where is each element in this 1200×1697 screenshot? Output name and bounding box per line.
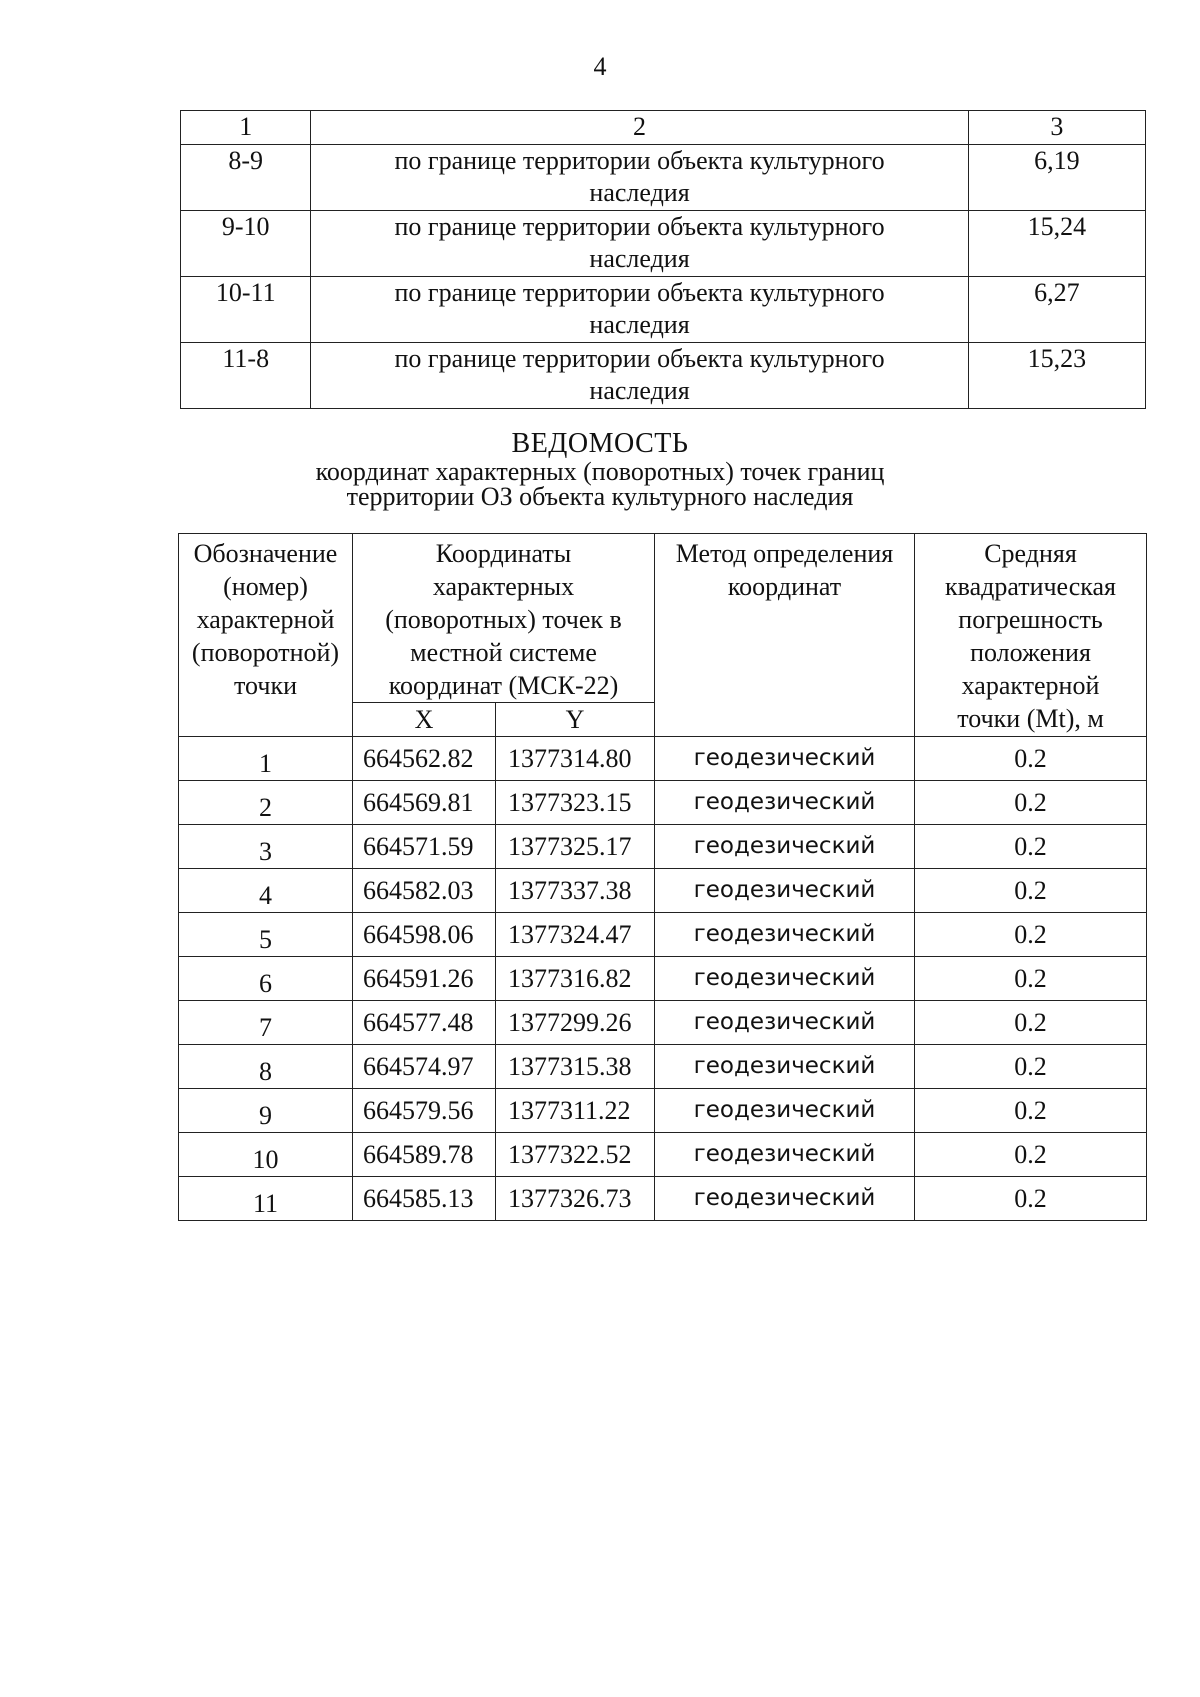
statement-subtitle-line-2: территории ОЗ объекта культурного наследия bbox=[346, 482, 854, 511]
coordinates-table-header bbox=[179, 534, 1147, 703]
y-coordinate: 1377323.15 bbox=[496, 781, 655, 825]
mean-square-error: 0.2 bbox=[915, 1001, 1147, 1045]
table-row bbox=[179, 913, 1147, 957]
point-number: 2 bbox=[179, 781, 353, 825]
point-number: 4 bbox=[179, 869, 353, 913]
point-number: 11 bbox=[179, 1177, 353, 1221]
segment-id: 11-8 bbox=[181, 343, 311, 409]
y-coordinate: 1377322.52 bbox=[496, 1133, 655, 1177]
mean-square-error: 0.2 bbox=[915, 1177, 1147, 1221]
table-row bbox=[181, 211, 1146, 277]
point-number: 5 bbox=[179, 913, 353, 957]
mean-square-error: 0.2 bbox=[915, 1133, 1147, 1177]
mean-square-error: 0.2 bbox=[915, 825, 1147, 869]
segment-description: по границе территории объекта культурного наследия bbox=[311, 343, 968, 409]
header-point-designation: Обозначение (номер) характерной (поворотной) точки bbox=[179, 534, 353, 737]
method: геодезический bbox=[655, 1089, 915, 1133]
segment-length: 6,27 bbox=[968, 277, 1145, 343]
segment-length: 6,19 bbox=[968, 145, 1145, 211]
x-coordinate: 664574.97 bbox=[353, 1045, 496, 1089]
table-row bbox=[181, 277, 1146, 343]
method: геодезический bbox=[655, 825, 915, 869]
segment-description: по границе территории объекта культурного наследия bbox=[311, 277, 968, 343]
table-row bbox=[179, 1045, 1147, 1089]
table-row bbox=[181, 145, 1146, 211]
mean-square-error: 0.2 bbox=[915, 869, 1147, 913]
point-number: 9 bbox=[179, 1089, 353, 1133]
table-row bbox=[179, 1089, 1147, 1133]
table-row bbox=[181, 343, 1146, 409]
y-coordinate: 1377326.73 bbox=[496, 1177, 655, 1221]
x-coordinate: 664579.56 bbox=[353, 1089, 496, 1133]
y-coordinate: 1377316.82 bbox=[496, 957, 655, 1001]
segment-id: 9-10 bbox=[181, 211, 311, 277]
point-number: 8 bbox=[179, 1045, 353, 1089]
point-number: 10 bbox=[179, 1133, 353, 1177]
y-coordinate: 1377337.38 bbox=[496, 869, 655, 913]
header-col-3: 3 bbox=[968, 111, 1145, 145]
x-coordinate: 664582.03 bbox=[353, 869, 496, 913]
mean-square-error: 0.2 bbox=[915, 737, 1147, 781]
segments-table bbox=[180, 110, 1146, 409]
x-coordinate: 664571.59 bbox=[353, 825, 496, 869]
y-coordinate: 1377299.26 bbox=[496, 1001, 655, 1045]
header-y: Y bbox=[496, 703, 655, 737]
header-method: Метод определения координат bbox=[655, 534, 915, 737]
x-coordinate: 664589.78 bbox=[353, 1133, 496, 1177]
mean-square-error: 0.2 bbox=[915, 1089, 1147, 1133]
page-number: 4 bbox=[593, 52, 607, 81]
method: геодезический bbox=[655, 869, 915, 913]
method: геодезический bbox=[655, 1001, 915, 1045]
y-coordinate: 1377311.22 bbox=[496, 1089, 655, 1133]
table-row bbox=[179, 1133, 1147, 1177]
x-coordinate: 664585.13 bbox=[353, 1177, 496, 1221]
point-number: 1 bbox=[179, 737, 353, 781]
header-col-1: 1 bbox=[181, 111, 311, 145]
segment-id: 8-9 bbox=[181, 145, 311, 211]
point-number: 6 bbox=[179, 957, 353, 1001]
mean-square-error: 0.2 bbox=[915, 913, 1147, 957]
segment-description: по границе территории объекта культурного наследия bbox=[311, 211, 968, 277]
mean-square-error: 0.2 bbox=[915, 781, 1147, 825]
segments-table-header bbox=[181, 111, 1146, 145]
statement-subtitle-line-1: координат характерных (поворотных) точек границ bbox=[315, 457, 885, 486]
table-row bbox=[179, 737, 1147, 781]
segment-length: 15,24 bbox=[968, 211, 1145, 277]
x-coordinate: 664569.81 bbox=[353, 781, 496, 825]
table-row bbox=[179, 1001, 1147, 1045]
mean-square-error: 0.2 bbox=[915, 1045, 1147, 1089]
y-coordinate: 1377314.80 bbox=[496, 737, 655, 781]
y-coordinate: 1377324.47 bbox=[496, 913, 655, 957]
header-mean-square-error: Средняя квадратическая погрешность положения характерной точки (Mt), м bbox=[915, 534, 1147, 737]
method: геодезический bbox=[655, 1133, 915, 1177]
method: геодезический bbox=[655, 781, 915, 825]
x-coordinate: 664562.82 bbox=[353, 737, 496, 781]
table-row bbox=[179, 957, 1147, 1001]
segment-description: по границе территории объекта культурного наследия bbox=[311, 145, 968, 211]
method: геодезический bbox=[655, 1177, 915, 1221]
method: геодезический bbox=[655, 913, 915, 957]
mean-square-error: 0.2 bbox=[915, 957, 1147, 1001]
header-x: X bbox=[353, 703, 496, 737]
header-coordinates: Координаты характерных (поворотных) точек в местной системе координат (МСК-22) bbox=[353, 534, 655, 703]
header-col-2: 2 bbox=[311, 111, 968, 145]
table-row bbox=[179, 781, 1147, 825]
method: геодезический bbox=[655, 737, 915, 781]
method: геодезический bbox=[655, 957, 915, 1001]
table-row bbox=[179, 1177, 1147, 1221]
table-row bbox=[179, 825, 1147, 869]
statement-title: ВЕДОМОСТЬ bbox=[511, 428, 689, 459]
y-coordinate: 1377315.38 bbox=[496, 1045, 655, 1089]
point-number: 7 bbox=[179, 1001, 353, 1045]
point-number: 3 bbox=[179, 825, 353, 869]
segment-id: 10-11 bbox=[181, 277, 311, 343]
coordinates-table bbox=[178, 533, 1147, 1221]
method: геодезический bbox=[655, 1045, 915, 1089]
x-coordinate: 664577.48 bbox=[353, 1001, 496, 1045]
y-coordinate: 1377325.17 bbox=[496, 825, 655, 869]
segment-length: 15,23 bbox=[968, 343, 1145, 409]
table-row bbox=[179, 869, 1147, 913]
x-coordinate: 664598.06 bbox=[353, 913, 496, 957]
x-coordinate: 664591.26 bbox=[353, 957, 496, 1001]
